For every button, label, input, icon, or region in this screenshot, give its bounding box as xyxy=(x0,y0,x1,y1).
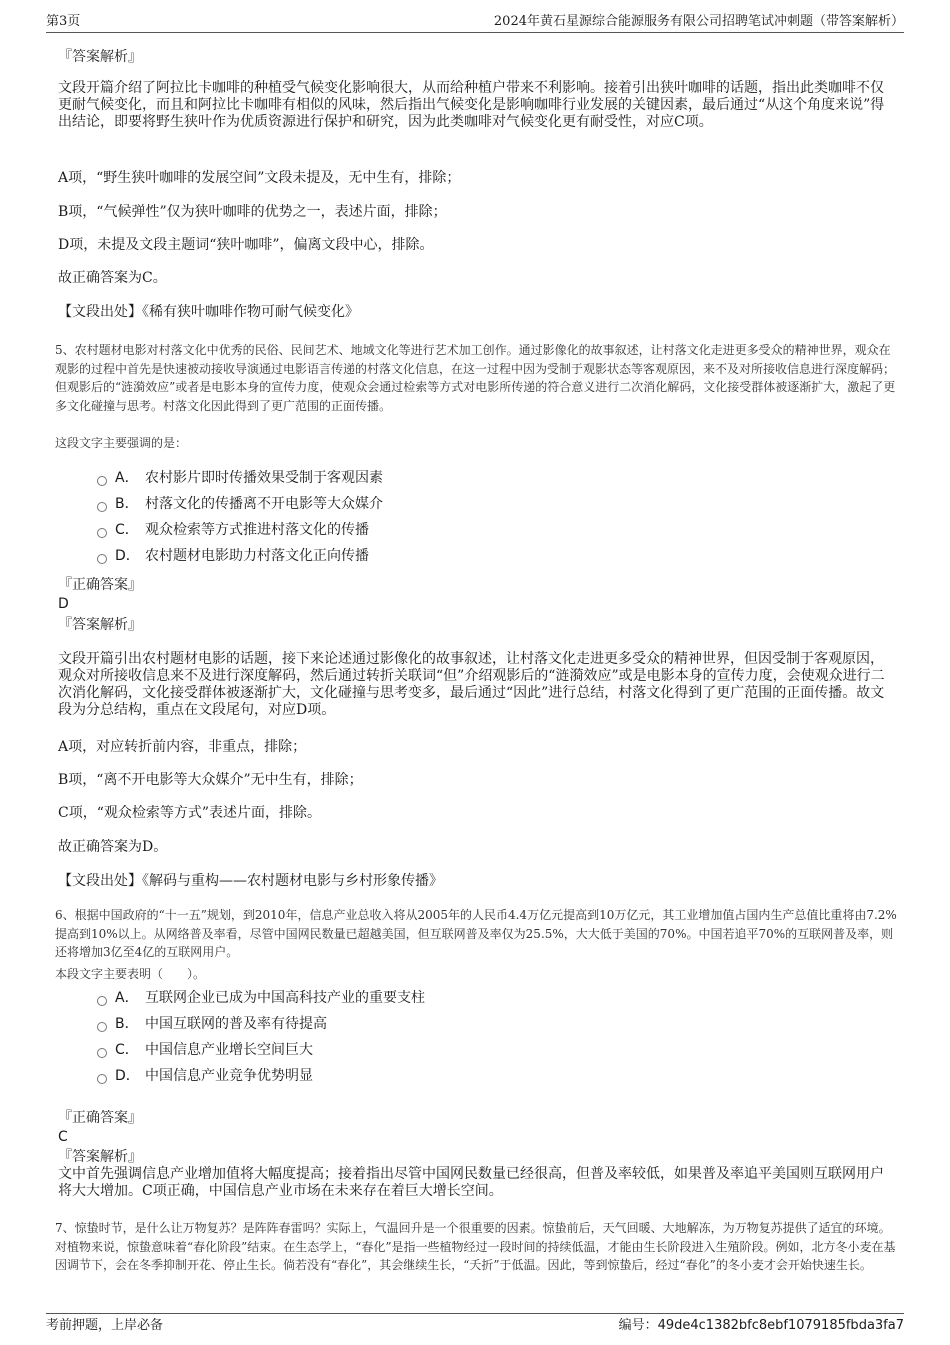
page-header xyxy=(46,12,904,33)
q5-options xyxy=(97,468,597,572)
q5-option-b[interactable]: B． 村落文化的传播离不开电影等大众媒介 xyxy=(97,494,597,520)
page-number: 第3页 xyxy=(46,14,81,29)
q5-source: 【文段出处】《解码与重构——农村题材电影与乡村形象传播》 xyxy=(58,873,443,889)
q6-option-b[interactable]: B． 中国互联网的普及率有待提高 xyxy=(97,1014,597,1040)
radio-icon[interactable] xyxy=(97,1048,107,1058)
q5-question-text: 5、农村题材电影对村落文化中优秀的民俗、民间艺术、地域文化等进行艺术加工创作。通过影像化的故事叙述，让村落文化走进更多受众的精神世界，观众在观影的过程中首先是快速被动接收导演通过电影语言传递的村落文化信息，在这一过程中因为受制于观影状态等客观原因，来不及对所接收信息进行深度解码；但观影后的“涟漪效应”或者是电影本身的宣传力度，使观众会通过检索等方式对电影所传递的符合意义进行二次消化解码，文化接受群体被逐渐扩大，激起了更多文化碰撞与思考。村落文化因此得到了更广范围的正面传播。 xyxy=(55,343,896,413)
q4-conclusion: 故正确答案为C。 xyxy=(58,270,167,286)
q5-option-d[interactable]: D． 农村题材电影助力村落文化正向传播 xyxy=(97,546,597,572)
q5-option-a[interactable]: A． 农村影片即时传播效果受制于客观因素 xyxy=(97,468,597,494)
radio-icon[interactable] xyxy=(97,1022,107,1032)
q5-answer-label: 『正确答案』 xyxy=(58,577,142,593)
q6-option-d[interactable]: D． 中国信息产业竞争优势明显 xyxy=(97,1066,597,1092)
q5-point-b: B项，“离不开电影等大众媒介”无中生有，排除； xyxy=(58,772,363,788)
q5-point-c: C项，“观众检索等方式”表述片面，排除。 xyxy=(58,805,322,821)
q5-option-c[interactable]: C． 观众检索等方式推进村落文化的传播 xyxy=(97,520,597,546)
q6-answer-label: 『正确答案』 xyxy=(58,1110,142,1126)
radio-icon[interactable] xyxy=(97,554,107,564)
q6-options xyxy=(97,988,597,1092)
q4-point-a: A项，“野生狭叶咖啡的发展空间”文段未提及，无中生有，排除； xyxy=(58,170,461,186)
radio-icon[interactable] xyxy=(97,1074,107,1084)
q4-point-d: D项，未提及文段主题词“狭叶咖啡”，偏离文段中心，排除。 xyxy=(58,237,434,253)
q5-point-a: A项，对应转折前内容，非重点，排除； xyxy=(58,739,307,755)
q4-point-b: B项，“气候弹性”仅为狭叶咖啡的优势之一，表述片面，排除； xyxy=(58,204,447,220)
radio-icon[interactable] xyxy=(97,996,107,1006)
q4-analysis-label: 『答案解析』 xyxy=(58,49,142,65)
q5-conclusion: 故正确答案为D。 xyxy=(58,839,168,855)
document-id: 编号：49de4c1382bfc8ebf1079185fbda3fa7 xyxy=(618,1318,904,1333)
q6-prompt: 本段文字主要表明（ ）。 xyxy=(55,967,206,981)
radio-icon[interactable] xyxy=(97,502,107,512)
q4-analysis-text: 文段开篇介绍了阿拉比卡咖啡的种植受气候变化影响很大，从而给种植户带来不利影响。接着引出狭叶咖啡的话题，指出此类咖啡不仅更耐气候变化，而且和阿拉比卡咖啡有相似的风味，然后指出气候变化是影响咖啡行业发展的关键因素，最后通过“从这个角度来说”得出结论，即要将野生狭叶作为优质资源进行保护和研究，因为此类咖啡对气候变化更有耐受性，对应C项。 xyxy=(58,80,885,130)
q5-prompt: 这段文字主要强调的是： xyxy=(55,436,188,450)
q6-analysis-label: 『答案解析』 xyxy=(58,1149,142,1165)
document-title: 2024年黄石星源综合能源服务有限公司招聘笔试冲刺题（带答案解析） xyxy=(493,14,904,29)
page-footer xyxy=(46,1313,904,1334)
q5-analysis-text: 文段开篇引出农村题材电影的话题，接下来论述通过影像化的故事叙述，让村落文化走进更多受众的精神世界，但因受制于客观原因，观众对所接收信息来不及进行深度解码，然后通过转折关联词“但”介绍观影后的“涟漪效应”或是电影本身的宣传力度，会使观众进行二次消化解码，文化接受群体被逐渐扩大，文化碰撞与思考变多，最后通过“因此”进行总结，村落文化得到了更广范围的正面传播。故文段为分总结构，重点在文段尾句，对应D项。 xyxy=(58,651,885,718)
q5-analysis-label: 『答案解析』 xyxy=(58,617,142,633)
q6-question-text: 6、根据中国政府的“十一五”规划，到2010年，信息产业总收入将从2005年的人民币4.4万亿元提高到10万亿元，其工业增加值占国内生产总值比重将由7.2%提高到10%以上。从网络普及率看，尽管中国网民数量已超越美国，但互联网普及率仅为25.5%，大大低于美国的70%。中国若追平70%的互联网普及率，则还将增加3亿至4亿的互联网用户。 xyxy=(55,908,897,959)
q4-source: 【文段出处】《稀有狭叶咖啡作物可耐气候变化》 xyxy=(58,304,359,320)
q6-analysis-text: 文中首先强调信息产业增加值将大幅度提高；接着指出尽管中国网民数量已经很高，但普及率较低，如果普及率追平美国则互联网用户将大大增加。C项正确，中国信息产业市场在未来存在着巨大增长空间。 xyxy=(58,1166,884,1199)
q5-answer: D xyxy=(58,596,69,612)
radio-icon[interactable] xyxy=(97,528,107,538)
radio-icon[interactable] xyxy=(97,476,107,486)
q6-answer: C xyxy=(58,1129,68,1145)
q6-option-c[interactable]: C． 中国信息产业增长空间巨大 xyxy=(97,1040,597,1066)
footer-slogan: 考前押题，上岸必备 xyxy=(46,1318,164,1333)
q6-option-a[interactable]: A． 互联网企业已成为中国高科技产业的重要支柱 xyxy=(97,988,597,1014)
q7-question-text: 7、惊蛰时节，是什么让万物复苏？是阵阵春雷吗？实际上，气温回升是一个很重要的因素。惊蛰前后，天气回暖、大地解冻，为万物复苏提供了适宜的环境。对植物来说，惊蛰意味着“春化阶段”结束。在生态学上，“春化”是指一些植物经过一段时间的持续低温，才能由生长阶段进入生殖阶段。例如，北方冬小麦在基因调节下，会在冬季抑制开花、停止生长。倘若没有“春化”，其会继续生长，“夭折”于低温。因此，等到惊蛰后，经过“春化”的冬小麦才会开始快速生长。 xyxy=(55,1221,896,1272)
